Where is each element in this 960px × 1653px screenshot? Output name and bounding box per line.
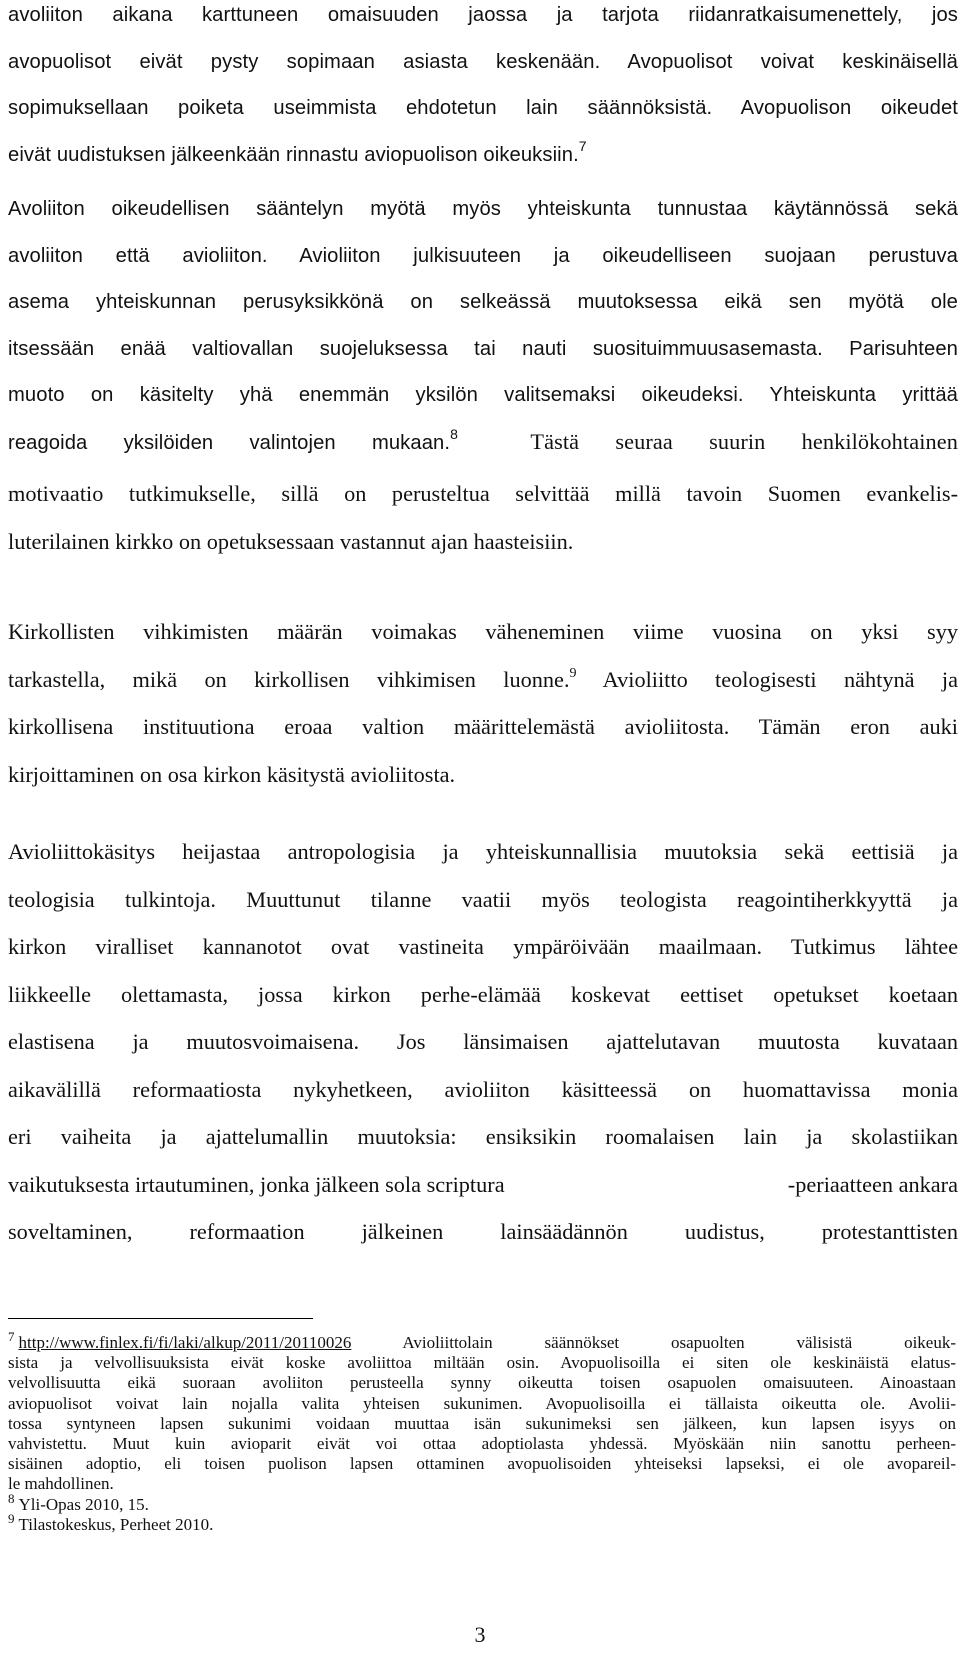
- text-line: aikavälillä reformaatiosta nykyhetkeen, avioliiton käsitteessä on huomattavissa monia: [8, 1076, 958, 1102]
- text-fragment: eivät uudistuksen jälkeenkään rinnastu aviopuolison oikeuksiin.: [8, 143, 579, 166]
- text-fragment: tarkastella, mikä on kirkollisen vihkimisen luonne.: [8, 666, 570, 692]
- text-line: Avoliiton oikeudellisen sääntelyn myötä myös yhteiskunta tunnustaa käytännössä sekä: [8, 198, 958, 220]
- footnote-9-line: [8, 1510, 956, 1535]
- paragraph-2-sans-part: [8, 186, 958, 466]
- text-line: motivaatio tutkimukselle, sillä on perusteltua selvittää millä tavoin Suomen evankelis-: [8, 481, 958, 506]
- footnote-7-mark: 7: [8, 1329, 15, 1344]
- text-line: itsessään enää valtiovallan suojeluksessa tai nauti suosituimmuusasemasta. Parisuhteen: [8, 337, 958, 360]
- footnote-separator: [8, 1318, 313, 1319]
- paragraph-2-serif-part: [8, 470, 958, 565]
- text-line: muoto on käsitelty yhä enemmän yksilön valitsemaksi oikeudeksi. Yhteiskunta yrittää: [8, 384, 958, 406]
- footnote-ref-9[interactable]: 9: [569, 665, 577, 681]
- text-fragment: Tästä seuraa suurin henkilökohtainen: [530, 428, 958, 454]
- text-fragment: -periaatteen ankara: [787, 1171, 958, 1197]
- text-line: avoliiton aikana karttuneen omaisuuden jaossa ja tarjota riidanratkaisumenettely, jos: [8, 4, 958, 26]
- text-line: teologisia tulkintoja. Muuttunut tilanne vaatii myös teologista reagointiherkkyyttä ja: [8, 886, 958, 912]
- footnotes: [8, 1329, 957, 1535]
- footnote-ref-7[interactable]: 7: [578, 137, 587, 154]
- text-line: elastisena ja muutosvoimaisena. Jos länsimaisen ajattelutavan muutosta kuvataan: [8, 1029, 958, 1054]
- paragraph-3: [8, 608, 958, 798]
- text-fragment: Avioliitto teologisesti nähtynä ja: [602, 666, 958, 692]
- footnote-7-line: tossa syntyneen lapsen sukunimi voidaan muuttaa isän sukunimeksi sen jälkeen, kun lapsen isyys on: [8, 1413, 956, 1433]
- paragraph-4: [8, 828, 958, 1256]
- text-line: asema yhteiskunnan perusyksikkönä on selkeässä muutoksessa eikä sen myötä ole: [8, 291, 958, 313]
- footnote-7-line: [8, 1329, 957, 1353]
- text-line: [8, 132, 958, 179]
- text-line: [8, 419, 958, 467]
- footnote-7-line: vahvistettu. Muut kuin avioparit eivät voi ottaa adoptiolasta yhdessä. Myöskään niin sanottu perheen-: [8, 1434, 956, 1454]
- footnote-8-text: Yli-Opas 2010, 15.: [18, 1494, 149, 1514]
- page-number: 3: [474, 1622, 486, 1647]
- paragraph-1: [8, 0, 958, 178]
- text-line: eri vaiheita ja ajattelumallin muutoksia: ensiksikin roomalaisen lain ja skolastiikan: [8, 1124, 958, 1149]
- footnote-8-mark: 8: [8, 1490, 15, 1506]
- text-line: [8, 656, 958, 704]
- footnote-8-line: [8, 1490, 956, 1515]
- text-line: sopimuksellaan poiketa useimmista ehdotetun lain säännöksistä. Avopuolison oikeudet: [8, 97, 958, 119]
- footnote-9-mark: 9: [8, 1510, 15, 1526]
- text-line: Kirkollisten vihkimisten määrän voimakas väheneminen viime vuosina on yksi syy: [8, 619, 958, 644]
- footnote-7-line: aviopuolisot voivat lain nojalla valita yhteisen sukunimen. Avopuolisoilla ei tällaista oikeutta ole. Avolii-: [8, 1393, 956, 1413]
- footnote-7-link[interactable]: http://www.finlex.fi/fi/laki/alkup/2011/20110026: [18, 1333, 352, 1352]
- text-line: avopuolisot eivät pysty sopimaan asiasta keskenään. Avopuolisot voivat keskinäisellä: [8, 50, 958, 73]
- text-line: liikkeelle olettamasta, jossa kirkon perhe-elämää koskevat eettiset opetukset koetaan: [8, 981, 958, 1007]
- text-line: kirkollisena instituutiona eroaa valtion määrittelemästä avioliitosta. Tämän eron auki: [8, 714, 958, 739]
- footnote-7-line: sisäinen adoptio, eli toisen puolison lapsen ottaminen avopuolisoiden yhteiseksi lapseksi, ei ole avopareil-: [8, 1454, 956, 1474]
- text-line: luterilainen kirkko on opetuksessaan vastannut ajan haasteisiin.: [8, 528, 574, 554]
- text-fragment: Avioliittolain säännökset osapuolten välisistä oikeuk-: [402, 1333, 957, 1352]
- footnote-ref-8[interactable]: 8: [450, 425, 458, 442]
- text-fragment: vaikutuksesta irtautuminen, jonka jälkeen sola scriptura: [8, 1171, 505, 1197]
- text-line: soveltaminen, reformaation jälkeinen lainsäädännön uudistus, protestanttisten: [8, 1219, 958, 1244]
- footnote-7-line: velvollisuutta eikä suoraan avoliiton perusteella synny oikeutta toisen osapuolen omaisuuteen. Ainoastaan: [8, 1373, 956, 1393]
- text-line: kirkon viralliset kannanotot ovat vastineita ympäröivään maailmaan. Tutkimus lähtee: [8, 934, 958, 959]
- footnote-9-text: Tilastokeskus, Perheet 2010.: [18, 1514, 214, 1534]
- text-fragment: reagoida yksilöiden valintojen mukaan.: [8, 431, 451, 454]
- text-line: avoliiton että avioliiton. Avioliiton julkisuuteen ja oikeudelliseen suojaan perustuva: [8, 244, 958, 267]
- text-line: Avioliittokäsitys heijastaa antropologisia ja yhteiskunnallisia muutoksia sekä eettisiä ja: [8, 839, 958, 864]
- text-line: kirjoittaminen on osa kirkon käsitystä avioliitosta.: [8, 761, 456, 787]
- text-line: [8, 1161, 958, 1209]
- footnote-7-line: sista ja velvollisuuksista eivät koske avoliittoa miltään osin. Avopuolisoilla ei siten ole keskinäistä elatus-: [8, 1353, 956, 1373]
- footnote-7-line: le mahdollinen.: [8, 1474, 114, 1494]
